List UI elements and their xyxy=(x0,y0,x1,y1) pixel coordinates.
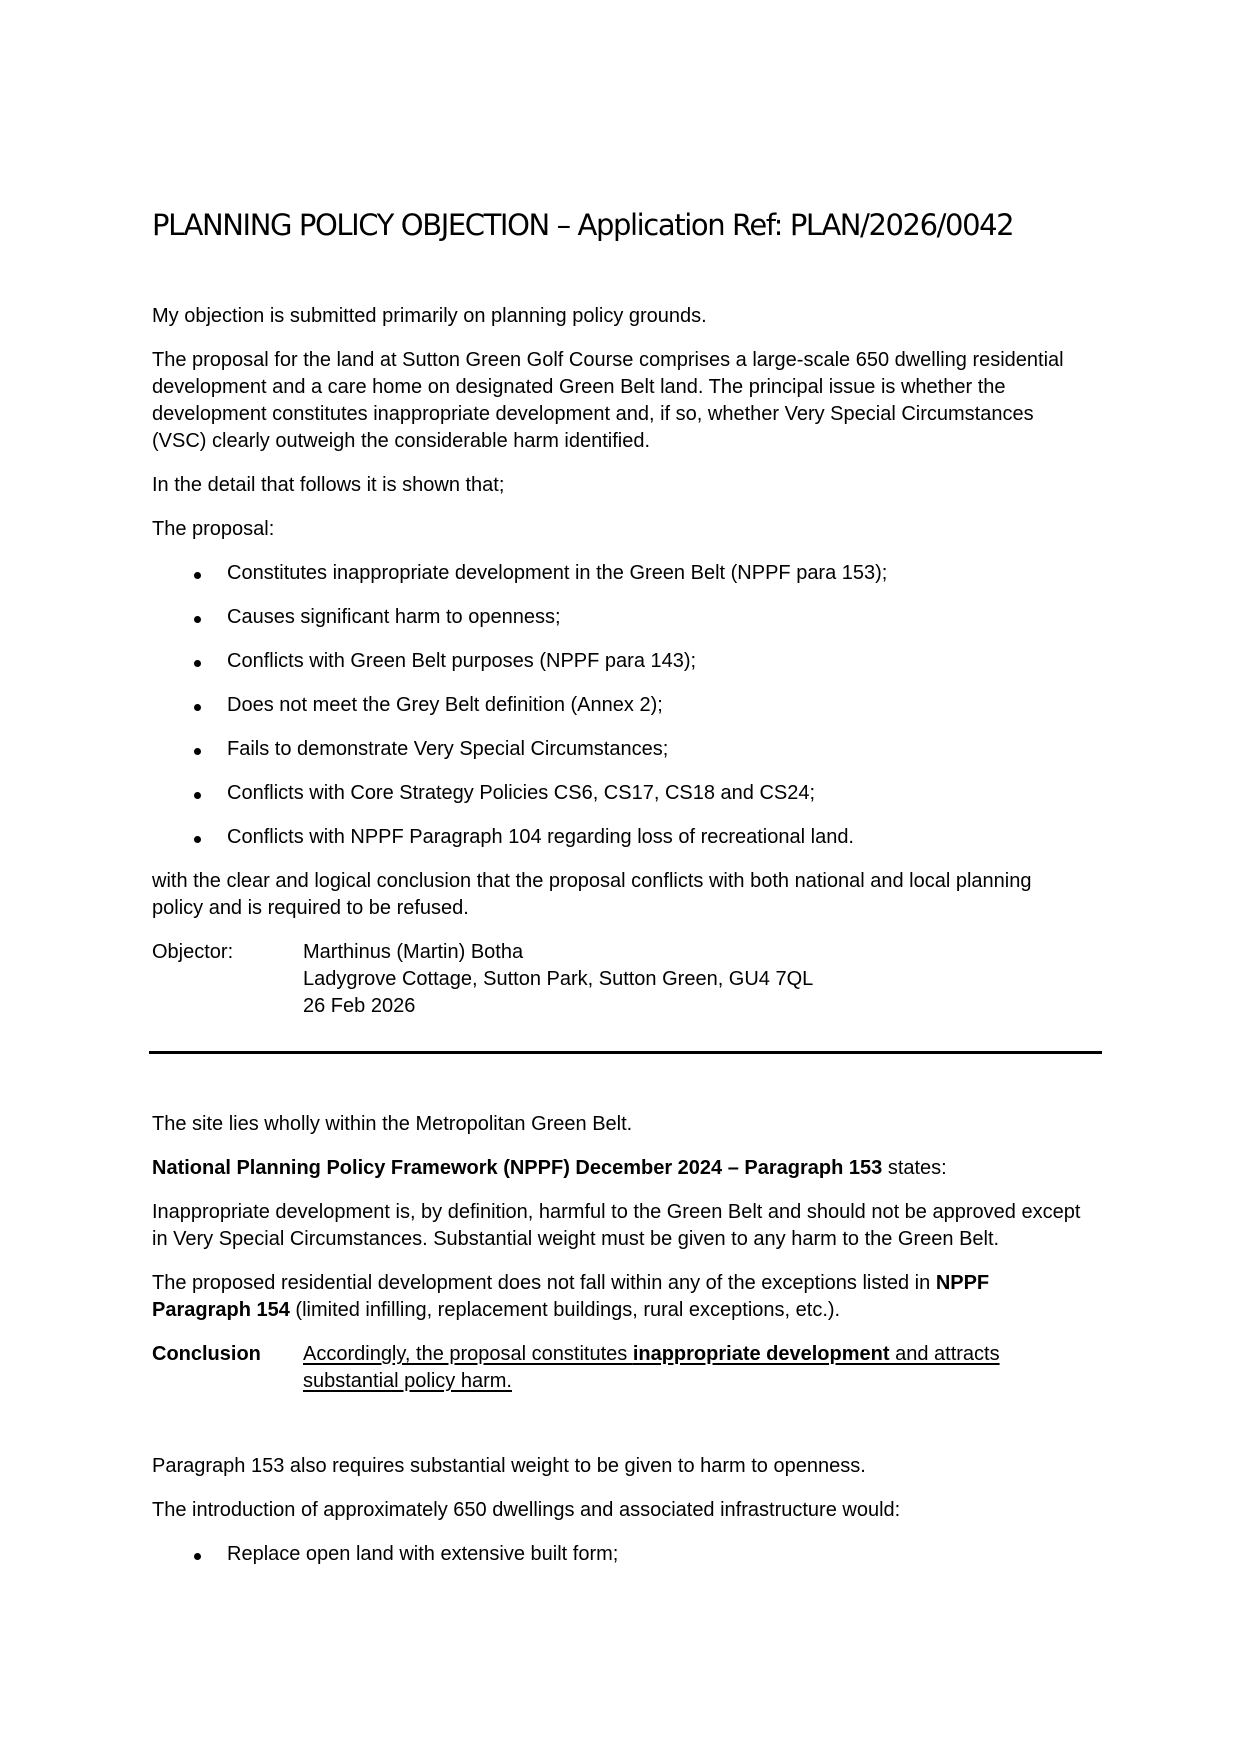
objector-name: Marthinus (Martin) Botha xyxy=(303,941,524,963)
bullet-icon xyxy=(194,704,201,711)
section-divider xyxy=(149,1051,1102,1054)
green-belt-section xyxy=(152,1111,1082,1395)
conclusion-text: Accordingly, the proposal constitutes inappropriate development and attracts substantial policy harm. xyxy=(303,1343,1000,1392)
list-item: Conflicts with Core Strategy Policies CS6, CS17, CS18 and CS24; xyxy=(152,780,1082,807)
bullet-icon xyxy=(194,1553,201,1560)
list-item: Conflicts with Green Belt purposes (NPPF para 143); xyxy=(152,648,1082,675)
objector-date: 26 Feb 2026 xyxy=(303,995,416,1017)
list-item: Causes significant harm to openness; xyxy=(152,604,1082,631)
green-belt-paragraph: The site lies wholly within the Metropolitan Green Belt. xyxy=(152,1113,633,1135)
document-title: PLANNING POLICY OBJECTION – Application Ref: PLAN/2026/0042 xyxy=(152,208,1014,242)
green-belt-paragraph: Inappropriate development is, by definition, harmful to the Green Belt and should not be approved except in Very Special Circumstances. Substantial weight must be given to any harm to the Green Belt. xyxy=(152,1201,1081,1250)
conclusion-block xyxy=(152,1341,1082,1395)
list-item: Conflicts with NPPF Paragraph 104 regarding loss of recreational land. xyxy=(152,824,1082,851)
list-item: Replace open land with extensive built form; xyxy=(152,1541,1082,1568)
nppf-heading: National Planning Policy Framework (NPPF) December 2024 – Paragraph 153 states: xyxy=(152,1157,947,1179)
intro-paragraph: The proposal: xyxy=(152,518,275,540)
green-belt-paragraph: The proposed residential development does not fall within any of the exceptions listed in NPPF Paragraph 154 (limited infilling, replacement buildings, rural exceptions, etc.). xyxy=(152,1272,990,1321)
intro-conclusion: with the clear and logical conclusion that the proposal conflicts with both national and local planning policy and is required to be refused. xyxy=(152,870,1032,919)
openness-section xyxy=(152,1453,1082,1568)
objection-points-list xyxy=(152,560,1082,851)
objector-block xyxy=(152,939,1082,1020)
bullet-icon xyxy=(194,792,201,799)
bullet-icon xyxy=(194,748,201,755)
bullet-icon xyxy=(194,616,201,623)
intro-paragraph: My objection is submitted primarily on planning policy grounds. xyxy=(152,305,707,327)
bullet-icon xyxy=(194,836,201,843)
bullet-icon xyxy=(194,572,201,579)
intro-paragraph: The proposal for the land at Sutton Green Golf Course comprises a large-scale 650 dwelling residential development and a care home on designated Green Belt land. The principal issue is whether the development constitutes inappropriate development and, if so, whether Very Special Circumstances (VSC) clearly outweigh the considerable harm identified. xyxy=(152,349,1064,452)
list-item: Constitutes inappropriate development in the Green Belt (NPPF para 153); xyxy=(152,560,1082,587)
list-item: Does not meet the Grey Belt definition (Annex 2); xyxy=(152,692,1082,719)
document-page xyxy=(152,203,1082,1585)
openness-paragraph: The introduction of approximately 650 dwellings and associated infrastructure would: xyxy=(152,1499,901,1521)
bullet-icon xyxy=(194,660,201,667)
intro-paragraph: In the detail that follows it is shown that; xyxy=(152,474,505,496)
objector-address: Ladygrove Cottage, Sutton Park, Sutton Green, GU4 7QL xyxy=(303,968,814,990)
openness-points-list xyxy=(152,1541,1082,1568)
objector-label: Objector: xyxy=(152,941,234,963)
list-item: Fails to demonstrate Very Special Circumstances; xyxy=(152,736,1082,763)
openness-paragraph: Paragraph 153 also requires substantial weight to be given to harm to openness. xyxy=(152,1455,866,1477)
conclusion-label: Conclusion xyxy=(152,1343,261,1365)
